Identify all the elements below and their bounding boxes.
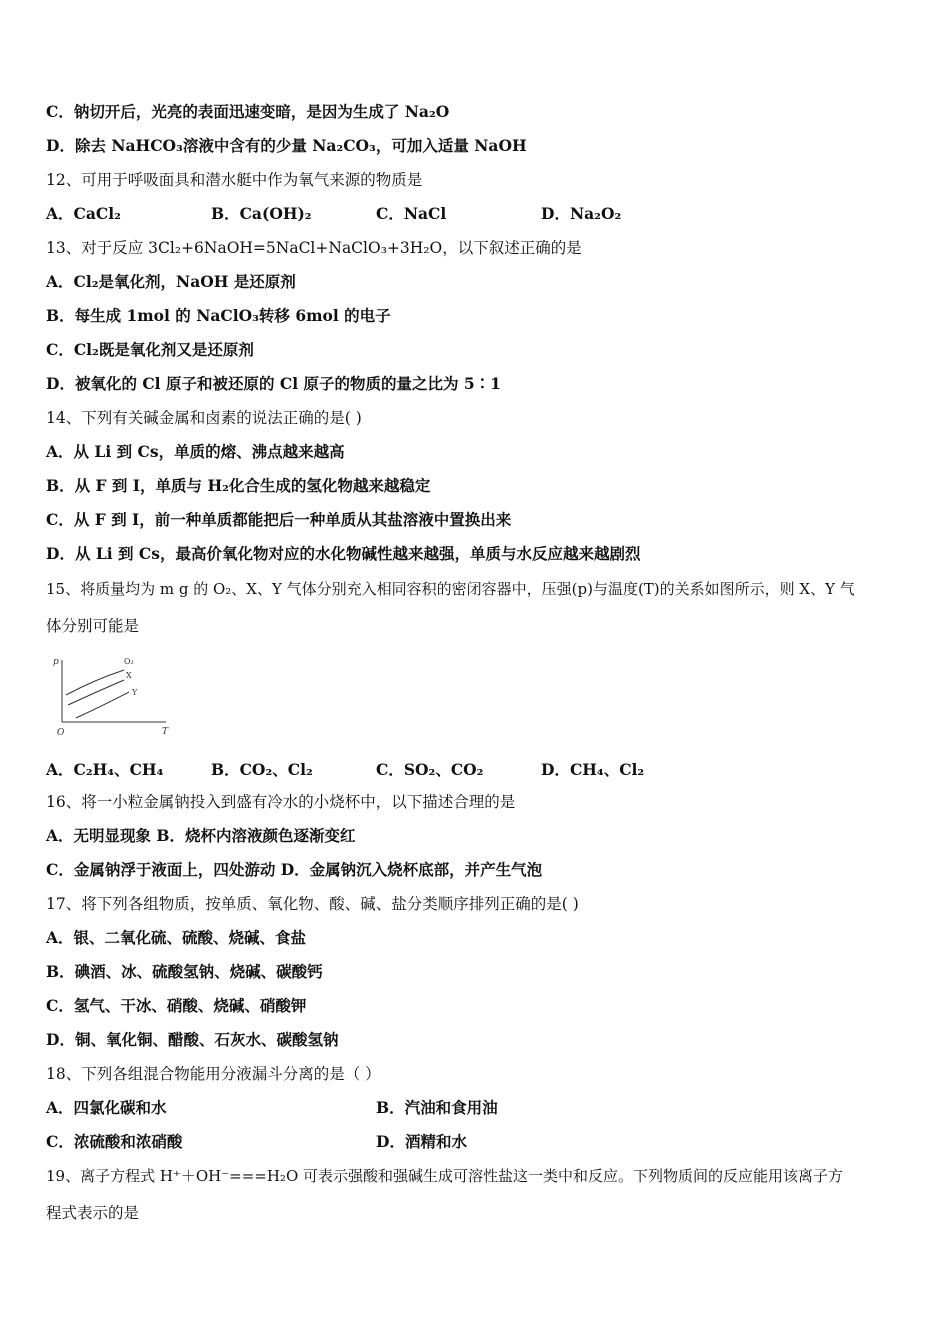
q11-option-d: D．除去 NaHCO₃溶液中含有的少量 Na₂CO₃，可加入适量 NaOH [46,136,527,155]
question-15-stem-line1: 15、将质量均为 m g 的 O₂、X、Y 气体分别充入相同容积的密闭容器中，压强(p)与温度(T)的关系如图所示，则 X、Y 气 [46,580,855,598]
q16-options-cd: C．金属钠浮于液面上，四处游动 D．金属钠沉入烧杯底部，并产生气泡 [46,860,543,879]
q18-option-c: C．浓硫酸和浓硝酸 [46,1132,183,1151]
pressure-temperature-graph [44,650,184,740]
q16-options-ab: A．无明显现象 B．烧杯内溶液颜色逐渐变红 [46,826,356,845]
origin-label: O [57,728,65,738]
y-axis-label: p [53,657,59,667]
q17-option-d: D．铜、氧化铜、醋酸、石灰水、碳酸氢钠 [46,1030,339,1049]
q14-option-b: B．从 F 到 I，单质与 H₂化合生成的氢化物越来越稳定 [46,476,431,495]
question-14-stem: 14、下列有关碱金属和卤素的说法正确的是( ) [46,409,362,427]
q13-option-c: C．Cl₂既是氧化剂又是还原剂 [46,340,254,359]
q18-option-b: B．汽油和食用油 [376,1098,498,1117]
curve-y [76,692,129,718]
q11-option-c: C．钠切开后，光亮的表面迅速变暗，是因为生成了 Na₂O [46,102,450,121]
question-12-stem: 12、可用于呼吸面具和潜水艇中作为氧气来源的物质是 [46,171,423,189]
q17-option-c: C．氢气、干冰、硝酸、烧碱、硝酸钾 [46,996,307,1015]
q15-option-b: B．CO₂、Cl₂ [211,760,313,779]
q15-option-a: A．C₂H₄、CH₄ [46,760,164,779]
q15-option-d: D．CH₄、Cl₂ [541,760,645,779]
question-16-stem: 16、将一小粒金属钠投入到盛有冷水的小烧杯中，以下描述合理的是 [46,793,516,811]
q12-option-b: B．Ca(OH)₂ [211,204,312,223]
q14-option-a: A．从 Li 到 Cs，单质的熔、沸点越来越高 [46,442,345,461]
curve-o2 [66,670,124,695]
q13-option-a: A．Cl₂是氧化剂，NaOH 是还原剂 [46,272,296,291]
question-19-stem-line2: 程式表示的是 [46,1204,140,1222]
q12-option-d: D．Na₂O₂ [541,204,622,223]
q14-option-c: C．从 F 到 I，前一种单质都能把后一种单质从其盐溶液中置换出来 [46,510,512,529]
question-19-stem-line1: 19、离子方程式 H⁺＋OH⁻===H₂O 可表示强酸和强碱生成可溶性盐这一类中和反应。下列物质间的反应能用该离子方 [46,1167,844,1185]
question-15-stem-line2: 体分别可能是 [46,617,140,635]
curve-label-x: X [126,671,132,680]
q13-option-d: D．被氧化的 Cl 原子和被还原的 Cl 原子的物质的量之比为 5∶1 [46,374,501,393]
q17-option-a: A．银、二氧化硫、硫酸、烧碱、食盐 [46,928,307,947]
q15-option-c: C．SO₂、CO₂ [376,760,484,779]
q13-option-b: B．每生成 1mol 的 NaClO₃转移 6mol 的电子 [46,306,391,325]
curve-x [68,680,124,705]
question-18-stem: 18、下列各组混合物能用分液漏斗分离的是（ ） [46,1065,381,1083]
curve-label-y: Y [132,688,138,697]
x-axis-label: T [162,727,169,737]
q18-option-d: D．酒精和水 [376,1132,467,1151]
q12-option-a: A．CaCl₂ [46,204,121,223]
question-17-stem: 17、将下列各组物质，按单质、氧化物、酸、碱、盐分类顺序排列正确的是( ) [46,895,579,913]
q18-option-a: A．四氯化碳和水 [46,1098,167,1117]
curve-label-o2: O₂ [124,657,134,666]
question-13-stem: 13、对于反应 3Cl₂+6NaOH=5NaCl+NaClO₃+3H₂O，以下叙述正确的是 [46,239,582,257]
q12-option-c: C．NaCl [376,204,447,223]
q14-option-d: D．从 Li 到 Cs，最高价氧化物对应的水化物碱性越来越强，单质与水反应越来越剧烈 [46,544,641,563]
q17-option-b: B．碘酒、冰、硫酸氢钠、烧碱、碳酸钙 [46,962,323,981]
